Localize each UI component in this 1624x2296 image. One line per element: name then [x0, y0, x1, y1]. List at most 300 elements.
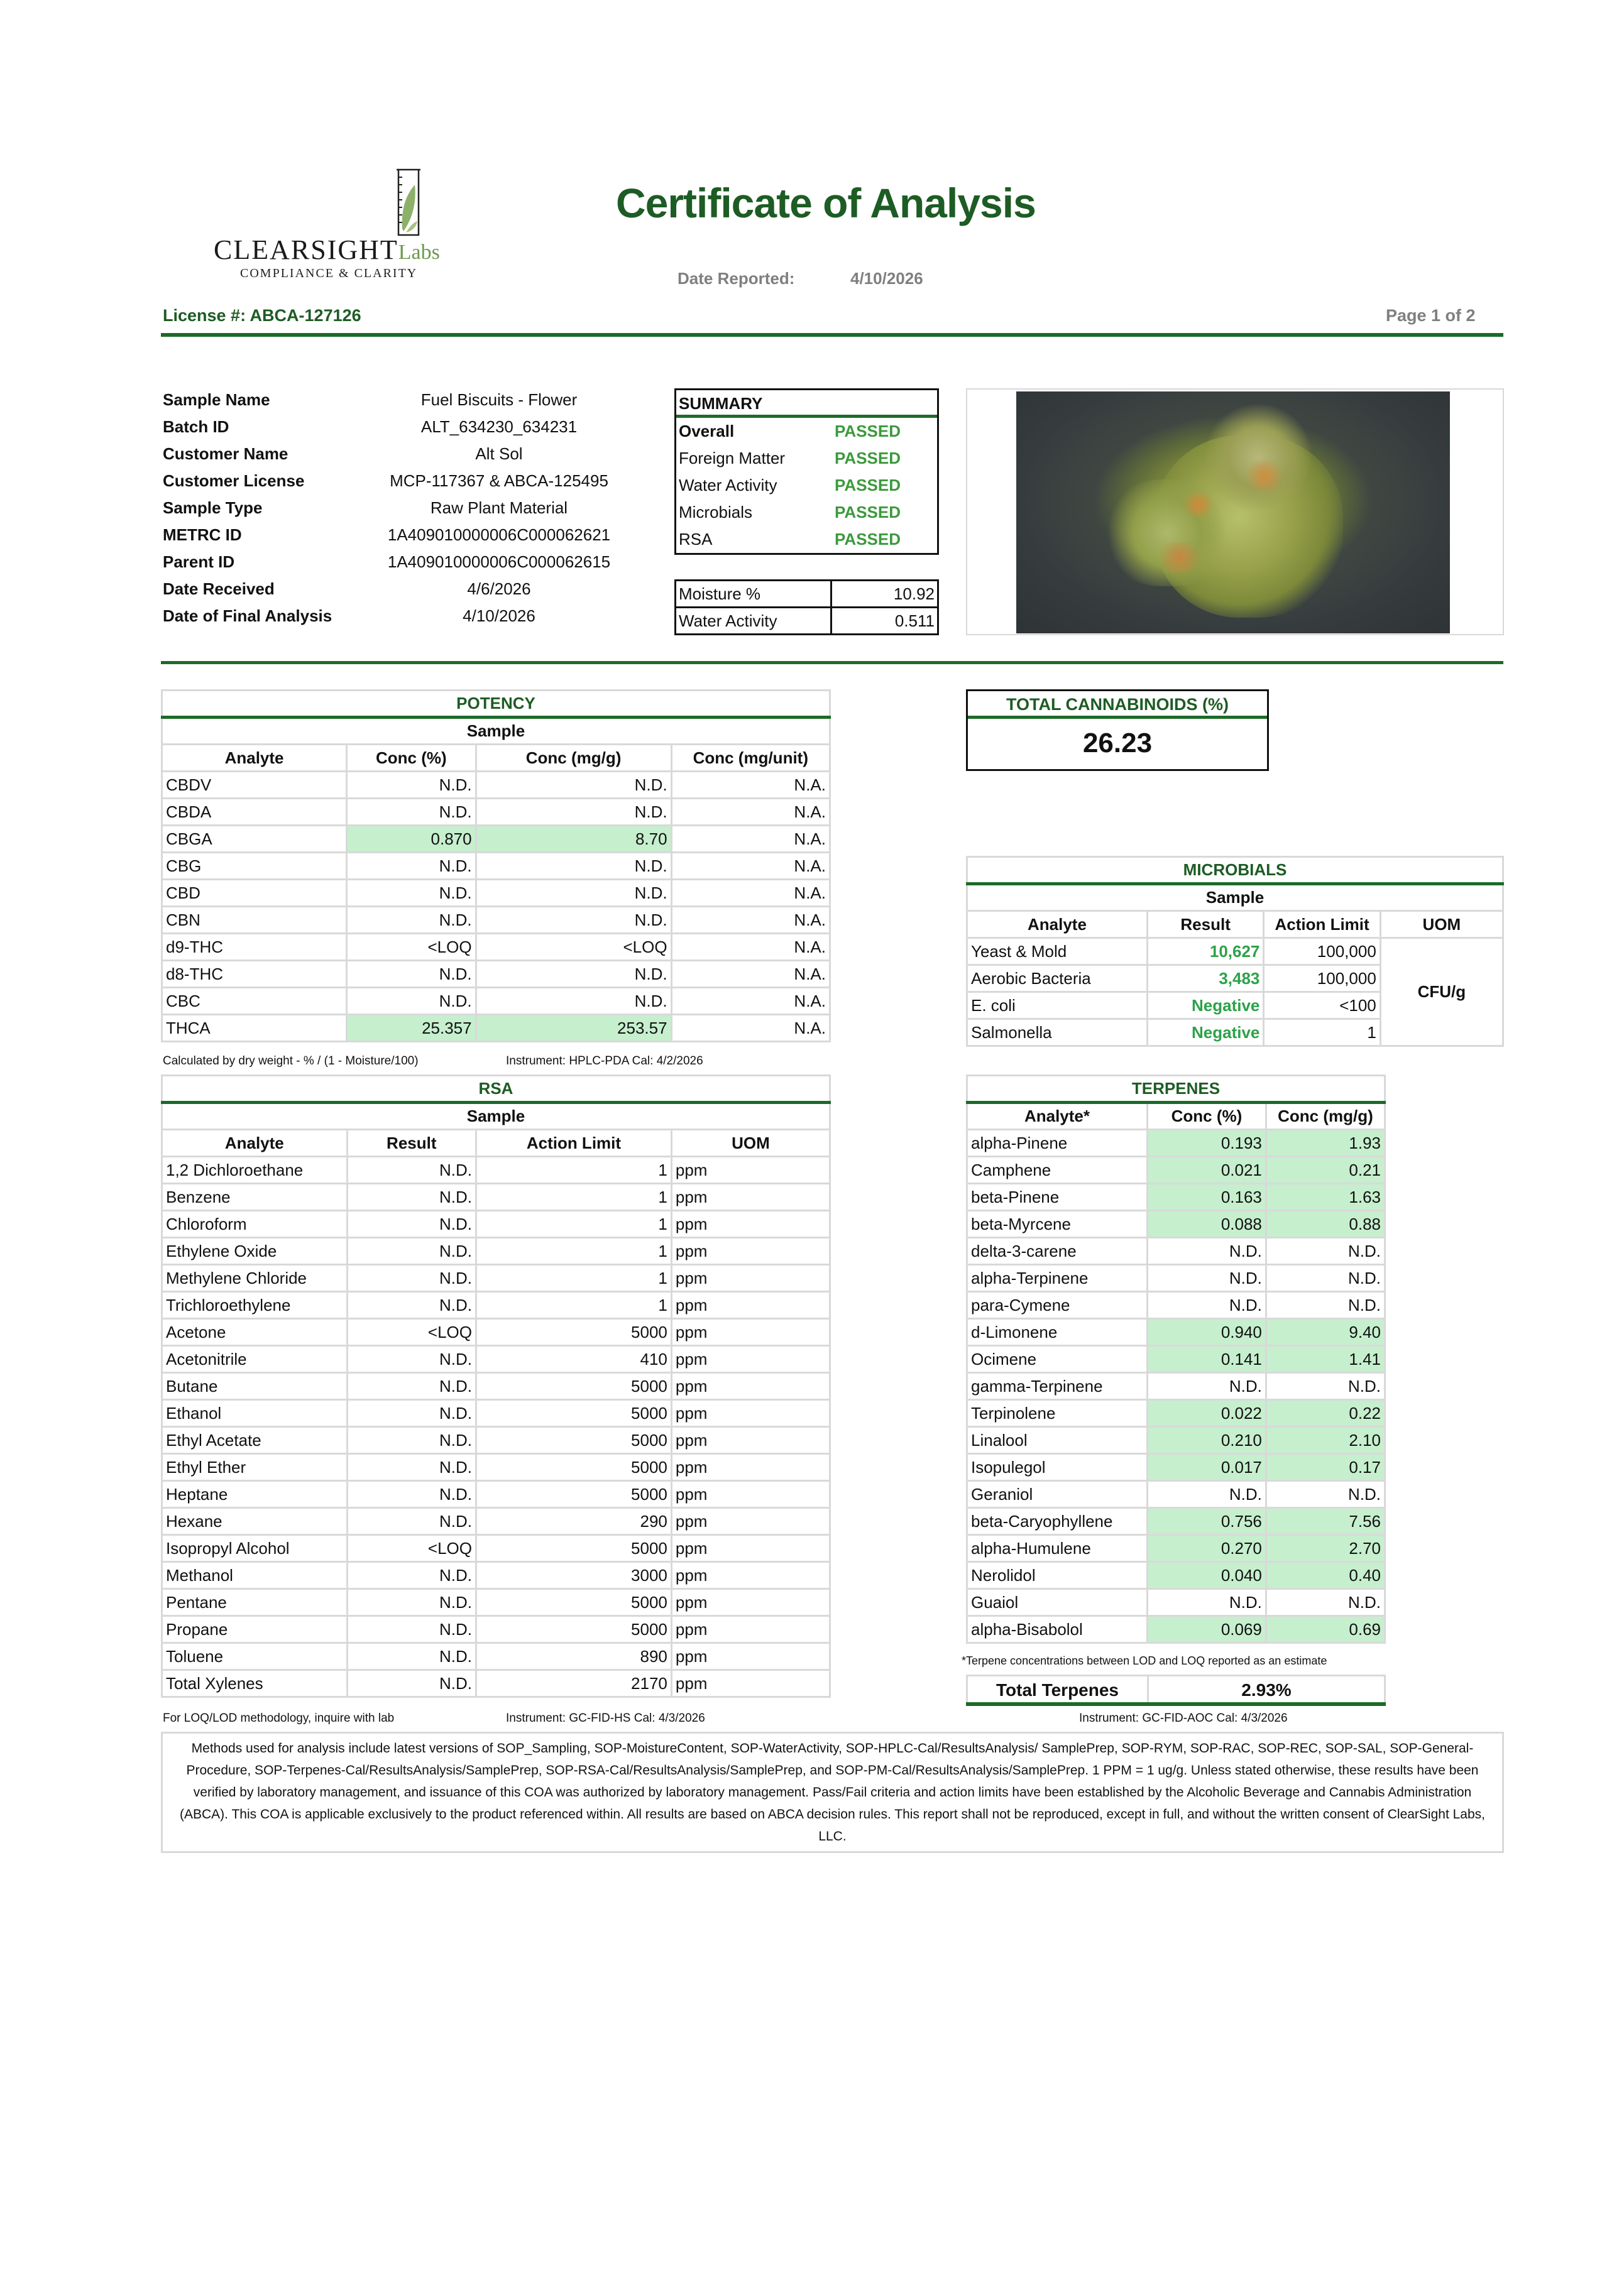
sample-photo-frame [966, 388, 1504, 635]
uom: ppm [671, 1589, 830, 1616]
status-badge: PASSED [835, 530, 901, 549]
uom: ppm [671, 1400, 830, 1427]
info-value: 1A409010000006C000062621 [387, 525, 611, 544]
table-row [162, 1157, 830, 1184]
conc-percent: 0.210 [1147, 1427, 1266, 1454]
info-value: 4/10/2026 [463, 606, 535, 625]
summary-row [676, 499, 937, 526]
sample-info-table [163, 386, 647, 630]
conc-mg-g: N.D. [1266, 1238, 1385, 1265]
conc-percent: 0.088 [1147, 1211, 1266, 1238]
conc-mg-g: <LOQ [476, 934, 671, 961]
table-row [162, 1292, 830, 1319]
action-limit: <100 [1264, 992, 1380, 1019]
rsa-table [161, 1074, 831, 1698]
table-row [967, 1157, 1385, 1184]
rsa-title: RSA [162, 1076, 830, 1103]
conc-mg-g: N.D. [476, 880, 671, 907]
info-row [163, 495, 647, 522]
result-value: N.D. [347, 1670, 476, 1697]
info-row [163, 522, 647, 549]
action-limit: 1 [476, 1265, 672, 1292]
table-row [967, 1535, 1385, 1562]
rsa-note: For LOQ/LOD methodology, inquire with lab [163, 1712, 395, 1725]
table-row [162, 1562, 830, 1589]
info-label: Customer License [163, 471, 305, 490]
column-header: Conc (%) [1147, 1103, 1266, 1130]
table-row [967, 1427, 1385, 1454]
analyte-name: Isopulegol [967, 1454, 1148, 1481]
moisture-row [676, 581, 938, 608]
column-header: Analyte [162, 745, 347, 772]
date-reported-value: 4/10/2026 [850, 269, 923, 288]
conc-percent: N.D. [1147, 1373, 1266, 1400]
analyte-name: Salmonella [967, 1019, 1148, 1046]
table-row [162, 961, 830, 988]
sample-photo [1016, 391, 1450, 633]
uom: ppm [671, 1157, 830, 1184]
conc-percent: N.D. [347, 961, 476, 988]
table-row [162, 1400, 830, 1427]
summary-row [676, 418, 937, 445]
potency-subtitle: Sample [162, 718, 830, 745]
table-row [162, 1265, 830, 1292]
action-limit: 5000 [476, 1616, 672, 1643]
table-row [967, 1319, 1385, 1346]
analyte-name: beta-Caryophyllene [967, 1508, 1148, 1535]
table-row [967, 1400, 1385, 1427]
analyte-name: Geraniol [967, 1481, 1148, 1508]
table-row [162, 1427, 830, 1454]
action-limit: 1 [476, 1238, 672, 1265]
table-row [162, 1535, 830, 1562]
conc-mg-unit: N.A. [671, 934, 830, 961]
action-limit: 5000 [476, 1454, 672, 1481]
action-limit: 5000 [476, 1427, 672, 1454]
info-label: Parent ID [163, 552, 235, 571]
info-row [163, 603, 647, 630]
result-value: 3,483 [1147, 965, 1264, 992]
table-row [967, 1346, 1385, 1373]
analyte-name: Butane [162, 1373, 348, 1400]
conc-mg-g: N.D. [476, 961, 671, 988]
table-row [162, 907, 830, 934]
table-row [967, 1265, 1385, 1292]
table-row [967, 1616, 1385, 1643]
action-limit: 2170 [476, 1670, 672, 1697]
conc-percent: 0.163 [1147, 1184, 1266, 1211]
column-header: UOM [1380, 911, 1503, 938]
action-limit: 5000 [476, 1535, 672, 1562]
column-header: Analyte [967, 911, 1148, 938]
conc-percent: N.D. [347, 799, 476, 826]
total-terpenes-value: 2.93% [1148, 1676, 1385, 1705]
status-badge: PASSED [835, 503, 901, 522]
analyte-name: Nerolidol [967, 1562, 1148, 1589]
table-row [162, 853, 830, 880]
page-title: Certificate of Analysis [616, 180, 1036, 226]
uom: ppm [671, 1670, 830, 1697]
analyte-name: Acetone [162, 1319, 348, 1346]
result-value: N.D. [347, 1454, 476, 1481]
table-row [967, 1238, 1385, 1265]
result-value: Negative [1147, 1019, 1264, 1046]
conc-mg-unit: N.A. [671, 853, 830, 880]
analyte-name: Linalool [967, 1427, 1148, 1454]
info-row [163, 413, 647, 440]
moisture-table [674, 579, 939, 635]
column-header: Action Limit [476, 1130, 672, 1157]
uom: ppm [671, 1535, 830, 1562]
analyte-name: alpha-Bisabolol [967, 1616, 1148, 1643]
table-row [162, 1481, 830, 1508]
conc-mg-g: N.D. [1266, 1481, 1385, 1508]
analyte-name: CBDA [162, 799, 347, 826]
conc-mg-g: 1.41 [1266, 1346, 1385, 1373]
conc-mg-unit: N.A. [671, 772, 830, 799]
microbials-table [966, 856, 1504, 1047]
action-limit: 410 [476, 1346, 672, 1373]
action-limit: 5000 [476, 1319, 672, 1346]
analyte-name: Aerobic Bacteria [967, 965, 1148, 992]
table-row [162, 1670, 830, 1697]
analyte-name: Terpinolene [967, 1400, 1148, 1427]
analyte-name: Ethyl Acetate [162, 1427, 348, 1454]
conc-percent: N.D. [1147, 1481, 1266, 1508]
result-value: N.D. [347, 1265, 476, 1292]
status-badge: PASSED [835, 449, 901, 467]
conc-percent: 0.940 [1147, 1319, 1266, 1346]
conc-mg-g: 7.56 [1266, 1508, 1385, 1535]
analyte-name: THCA [162, 1015, 347, 1042]
info-value: 1A409010000006C000062615 [387, 552, 611, 571]
conc-mg-g: 1.63 [1266, 1184, 1385, 1211]
analyte-name: Isopropyl Alcohol [162, 1535, 348, 1562]
conc-percent: N.D. [1147, 1265, 1266, 1292]
conc-percent: 0.040 [1147, 1562, 1266, 1589]
table-row [162, 772, 830, 799]
analyte-name: CBN [162, 907, 347, 934]
info-label: Date of Final Analysis [163, 606, 332, 625]
total-cannabinoids-title: TOTAL CANNABINOIDS (%) [968, 691, 1267, 719]
column-header: Result [1147, 911, 1264, 938]
uom: ppm [671, 1211, 830, 1238]
table-row [967, 1562, 1385, 1589]
license-number: License #: ABCA-127126 [163, 306, 361, 325]
uom: ppm [671, 1346, 830, 1373]
conc-mg-g: N.D. [1266, 1589, 1385, 1616]
section-divider [161, 661, 1503, 664]
total-cannabinoids-box [966, 689, 1269, 771]
conc-percent: N.D. [347, 988, 476, 1015]
uom: ppm [671, 1373, 830, 1400]
analyte-name: Ethyl Ether [162, 1454, 348, 1481]
summary-row [676, 445, 937, 472]
analyte-name: beta-Pinene [967, 1184, 1148, 1211]
table-row [162, 1454, 830, 1481]
summary-label: Water Activity [679, 476, 777, 495]
conc-mg-g: N.D. [476, 988, 671, 1015]
conc-percent: 0.193 [1147, 1130, 1266, 1157]
conc-percent: 0.870 [347, 826, 476, 853]
table-row [967, 1130, 1385, 1157]
disclaimer-text: Methods used for analysis include latest versions of SOP_Sampling, SOP-MoistureContent, SOP-WaterActivity, SOP-HPLC-Cal/ResultsAnalysis/ SamplePrep, SOP-RYM, SOP-RAC, SOP-REC, SOP-SAL, SOP-General-Procedure, SOP-Terpenes-Cal/ResultsAnalysis/SamplePrep, SOP-RSA-Cal/ResultsAnalysis/SamplePrep, and SOP-PM-Cal/ResultsAnalysis/SamplePrep. 1 PPM = 1 ug/g. Unless stated otherwise, these results have been verified by laboratory management, and issuance of this COA was authorized by laboratory management. Pass/Fail criteria and action limits have been established by the Alcoholic Beverage and Cannabis Administration (ABCA). This COA is applicable exclusively to the product referenced within. All results are based on ABCA decision rules. This report shall not be reproduced, except in full, and without the written consent of ClearSight Labs, LLC. [161, 1732, 1504, 1853]
clearsight-labs-logo [207, 168, 471, 282]
analyte-name: Yeast & Mold [967, 938, 1148, 965]
conc-mg-g: 8.70 [476, 826, 671, 853]
microbials-subtitle: Sample [967, 884, 1503, 911]
uom: ppm [671, 1508, 830, 1535]
analyte-name: 1,2 Dichloroethane [162, 1157, 348, 1184]
status-badge: PASSED [835, 476, 901, 495]
column-header: Analyte* [967, 1103, 1148, 1130]
analyte-name: Ocimene [967, 1346, 1148, 1373]
analyte-name: delta-3-carene [967, 1238, 1148, 1265]
conc-mg-g: N.D. [1266, 1265, 1385, 1292]
info-row [163, 549, 647, 576]
uom: ppm [671, 1562, 830, 1589]
conc-percent: N.D. [347, 853, 476, 880]
action-limit: 5000 [476, 1481, 672, 1508]
analyte-name: d8-THC [162, 961, 347, 988]
table-row [162, 1373, 830, 1400]
info-label: Customer Name [163, 444, 288, 463]
uom: ppm [671, 1481, 830, 1508]
analyte-name: alpha-Pinene [967, 1130, 1148, 1157]
conc-mg-g: N.D. [476, 853, 671, 880]
analyte-name: Benzene [162, 1184, 348, 1211]
column-header: Conc (%) [347, 745, 476, 772]
potency-note: Calculated by dry weight - % / (1 - Moisture/100) [163, 1054, 419, 1068]
conc-percent: N.D. [347, 907, 476, 934]
analyte-name: Trichloroethylene [162, 1292, 348, 1319]
table-row [162, 1346, 830, 1373]
info-label: Batch ID [163, 417, 229, 436]
analyte-name: d9-THC [162, 934, 347, 961]
uom: ppm [671, 1265, 830, 1292]
result-value: N.D. [347, 1616, 476, 1643]
summary-label: Foreign Matter [679, 449, 786, 467]
summary-box [674, 388, 939, 555]
uom: ppm [671, 1616, 830, 1643]
terpenes-footnote: *Terpene concentrations between LOD and LOQ reported as an estimate [962, 1654, 1327, 1667]
analyte-name: alpha-Terpinene [967, 1265, 1148, 1292]
column-header: Conc (mg/g) [476, 745, 671, 772]
result-value: N.D. [347, 1400, 476, 1427]
action-limit: 1 [1264, 1019, 1380, 1046]
conc-mg-g: 0.22 [1266, 1400, 1385, 1427]
conc-percent: N.D. [347, 772, 476, 799]
info-value: Raw Plant Material [430, 498, 568, 517]
action-limit: 5000 [476, 1400, 672, 1427]
analyte-name: CBD [162, 880, 347, 907]
analyte-name: alpha-Humulene [967, 1535, 1148, 1562]
table-row [967, 1211, 1385, 1238]
conc-percent: 25.357 [347, 1015, 476, 1042]
uom: ppm [671, 1319, 830, 1346]
result-value: <LOQ [347, 1535, 476, 1562]
moisture-label: Water Activity [676, 608, 831, 635]
microbials-title: MICROBIALS [967, 857, 1503, 884]
analyte-name: d-Limonene [967, 1319, 1148, 1346]
table-row [967, 1454, 1385, 1481]
column-header: UOM [671, 1130, 830, 1157]
column-header: Action Limit [1264, 911, 1380, 938]
conc-percent: N.D. [1147, 1292, 1266, 1319]
analyte-name: E. coli [967, 992, 1148, 1019]
conc-mg-g: N.D. [1266, 1292, 1385, 1319]
analyte-name: Guaiol [967, 1589, 1148, 1616]
action-limit: 5000 [476, 1373, 672, 1400]
rsa-subtitle: Sample [162, 1103, 830, 1130]
conc-percent: 0.141 [1147, 1346, 1266, 1373]
uom: ppm [671, 1238, 830, 1265]
result-value: N.D. [347, 1292, 476, 1319]
table-row [967, 1481, 1385, 1508]
table-row [162, 1015, 830, 1042]
conc-mg-g: 0.40 [1266, 1562, 1385, 1589]
analyte-name: CBDV [162, 772, 347, 799]
conc-mg-unit: N.A. [671, 1015, 830, 1042]
moisture-value: 0.511 [831, 608, 938, 635]
conc-mg-g: 0.17 [1266, 1454, 1385, 1481]
table-row [967, 1508, 1385, 1535]
analyte-name: Camphene [967, 1157, 1148, 1184]
result-value: N.D. [347, 1481, 476, 1508]
moisture-label: Moisture % [676, 581, 831, 608]
result-value: N.D. [347, 1211, 476, 1238]
total-cannabinoids-value: 26.23 [1082, 728, 1153, 758]
conc-mg-unit: N.A. [671, 826, 830, 853]
info-label: METRC ID [163, 525, 242, 544]
table-row [162, 1184, 830, 1211]
analyte-name: CBC [162, 988, 347, 1015]
total-terpenes-table [966, 1675, 1386, 1705]
table-row [162, 1589, 830, 1616]
analyte-name: Pentane [162, 1589, 348, 1616]
action-limit: 3000 [476, 1562, 672, 1589]
table-row [162, 934, 830, 961]
column-header: Analyte [162, 1130, 348, 1157]
conc-mg-unit: N.A. [671, 880, 830, 907]
result-value: <LOQ [347, 1319, 476, 1346]
terpenes-table [966, 1074, 1386, 1644]
summary-label: RSA [679, 530, 713, 549]
uom: ppm [671, 1643, 830, 1670]
conc-percent: N.D. [1147, 1589, 1266, 1616]
conc-mg-g: 0.88 [1266, 1211, 1385, 1238]
conc-mg-unit: N.A. [671, 961, 830, 988]
action-limit: 890 [476, 1643, 672, 1670]
info-row [163, 440, 647, 467]
column-header: Result [347, 1130, 476, 1157]
analyte-name: Ethanol [162, 1400, 348, 1427]
moisture-row [676, 608, 938, 635]
moisture-value: 10.92 [831, 581, 938, 608]
analyte-name: Methylene Chloride [162, 1265, 348, 1292]
analyte-name: gamma-Terpinene [967, 1373, 1148, 1400]
table-row [162, 1508, 830, 1535]
result-value: N.D. [347, 1238, 476, 1265]
status-badge: PASSED [835, 422, 901, 440]
logo-text: CLEARSIGHT [214, 234, 398, 265]
conc-percent: 0.021 [1147, 1157, 1266, 1184]
logo-tagline: COMPLIANCE & CLARITY [240, 266, 418, 280]
summary-title: SUMMARY [676, 390, 937, 418]
conc-percent: 0.756 [1147, 1508, 1266, 1535]
summary-label: Overall [679, 422, 735, 440]
analyte-name: Heptane [162, 1481, 348, 1508]
info-value: Fuel Biscuits - Flower [420, 390, 578, 409]
header-divider [161, 333, 1503, 337]
conc-mg-g: 1.93 [1266, 1130, 1385, 1157]
analyte-name: CBGA [162, 826, 347, 853]
total-terpenes-label: Total Terpenes [967, 1676, 1148, 1705]
result-value: N.D. [347, 1508, 476, 1535]
conc-mg-g: N.D. [476, 907, 671, 934]
info-row [163, 467, 647, 495]
rsa-instrument: Instrument: GC-FID-HS Cal: 4/3/2026 [506, 1712, 705, 1725]
info-value: 4/6/2026 [467, 579, 531, 598]
table-row [967, 1589, 1385, 1616]
table-row [967, 1184, 1385, 1211]
conc-mg-unit: N.A. [671, 907, 830, 934]
conc-mg-g: N.D. [476, 799, 671, 826]
action-limit: 1 [476, 1211, 672, 1238]
conc-mg-unit: N.A. [671, 988, 830, 1015]
potency-instrument: Instrument: HPLC-PDA Cal: 4/2/2026 [506, 1054, 703, 1068]
analyte-name: para-Cymene [967, 1292, 1148, 1319]
action-limit: 1 [476, 1157, 672, 1184]
table-row [162, 1238, 830, 1265]
terpenes-title: TERPENES [967, 1076, 1385, 1103]
conc-percent: 0.069 [1147, 1616, 1266, 1643]
action-limit: 1 [476, 1184, 672, 1211]
info-label: Sample Type [163, 498, 263, 517]
uom: ppm [671, 1292, 830, 1319]
conc-mg-g: 9.40 [1266, 1319, 1385, 1346]
info-value: MCP-117367 & ABCA-125495 [390, 471, 608, 490]
table-row [162, 799, 830, 826]
action-limit: 5000 [476, 1589, 672, 1616]
table-row [162, 1643, 830, 1670]
beaker-leaf-icon [396, 168, 421, 239]
conc-mg-g: 253.57 [476, 1015, 671, 1042]
logo-wordmark [214, 234, 440, 266]
total-terpenes-underline [966, 1702, 1386, 1706]
result-value: N.D. [347, 1184, 476, 1211]
info-value: Alt Sol [475, 444, 523, 463]
result-value: N.D. [347, 1157, 476, 1184]
analyte-name: Hexane [162, 1508, 348, 1535]
action-limit: 290 [476, 1508, 672, 1535]
analyte-name: Total Xylenes [162, 1670, 348, 1697]
potency-table [161, 689, 831, 1042]
info-value: ALT_634230_634231 [420, 417, 578, 436]
analyte-name: beta-Myrcene [967, 1211, 1148, 1238]
uom: ppm [671, 1427, 830, 1454]
conc-mg-g: 2.70 [1266, 1535, 1385, 1562]
conc-percent: N.D. [347, 880, 476, 907]
analyte-name: Propane [162, 1616, 348, 1643]
analyte-name: CBG [162, 853, 347, 880]
summary-row [676, 472, 937, 499]
date-reported-label: Date Reported: [678, 269, 795, 288]
info-label: Sample Name [163, 390, 270, 409]
result-value: N.D. [347, 1562, 476, 1589]
table-row [967, 1373, 1385, 1400]
info-row [163, 576, 647, 603]
